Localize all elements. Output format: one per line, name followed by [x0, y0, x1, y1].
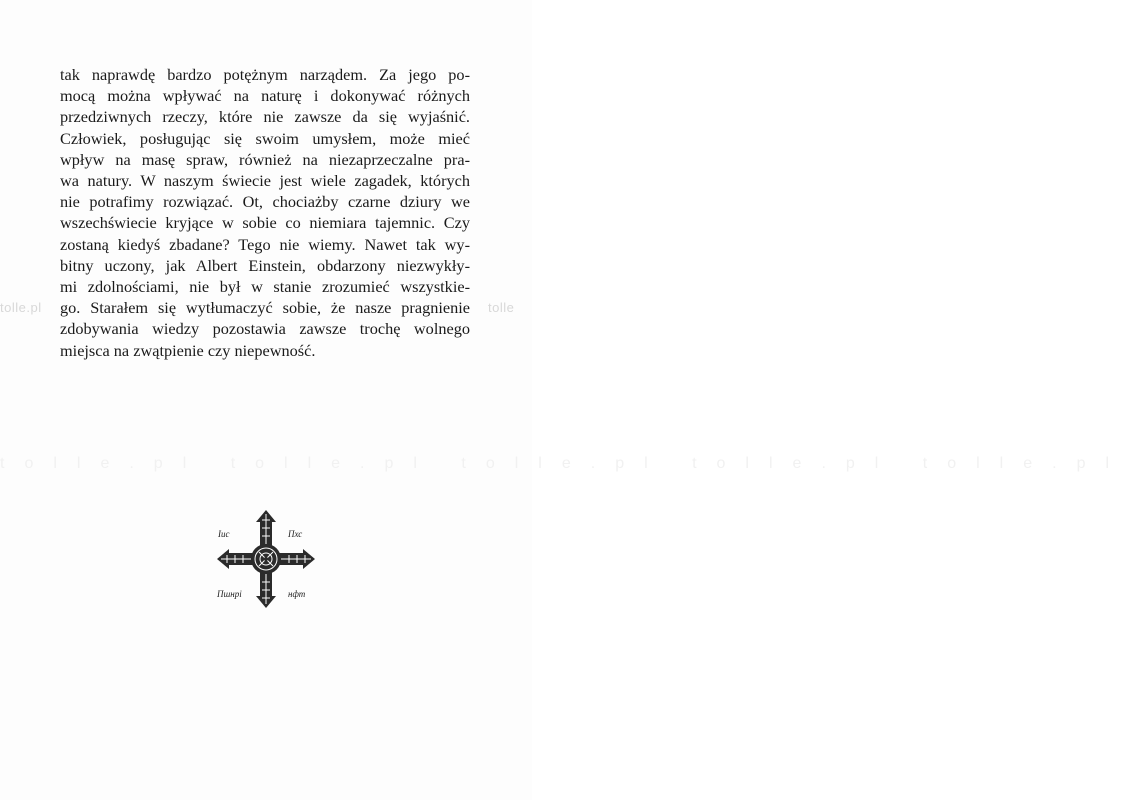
text-line: wpływ na masę spraw, również na niezaprzeczalne pra- — [60, 149, 470, 169]
text-line: mocą można wpływać na naturę i dokonywać różnych — [60, 86, 470, 106]
body-text — [60, 64, 470, 361]
watermark-left: tolle.pl — [0, 300, 42, 315]
text-line: tak naprawdę bardzo potężnym narządem. Za jego po- — [60, 65, 470, 84]
watermark-band: tolle.pl tolle.pl tolle.pl tolle.pl tolle.pl — [0, 455, 1129, 472]
watermark-right: tolle — [488, 300, 515, 315]
emblem-label-bottom-right: нфт — [288, 589, 306, 599]
text-line: zdobywania wiedzy pozostawia zawsze trochę wolnego — [60, 319, 470, 339]
text-line: mi zdolnościami, nie był w stanie zrozumieć wszystkie- — [60, 277, 470, 297]
text-line: wszechświecie kryjące w sobie co niemiara tajemnic. Czy — [60, 213, 470, 233]
text-line: zostaną kiedyś zbadane? Tego nie wiemy. Nawet tak wy- — [60, 234, 470, 254]
emblem-label-top-right: Пхс — [288, 529, 303, 539]
text-line: go. Starałem się wytłumaczyć sobie, że nasze pragnienie — [60, 298, 470, 318]
text-line: wa natury. W naszym świecie jest wiele zagadek, których — [60, 171, 470, 191]
emblem-label-bottom-left: Пшнрі — [217, 589, 242, 599]
text-line: nie potrafimy rozwiązać. Ot, chociażby czarne dziury we — [60, 192, 470, 212]
text-line: miejsca na zwątpienie czy niepewność. — [60, 340, 316, 360]
text-line: przedziwnych rzeczy, które nie zawsze da się wyjaśnić. — [60, 107, 470, 127]
text-line: bitny uczony, jak Albert Einstein, obdarzony niezwykły- — [60, 255, 470, 275]
text-line: Człowiek, posługując się swoim umysłem, może mieć — [60, 128, 470, 148]
emblem-label-top-left: Іис — [218, 529, 230, 539]
